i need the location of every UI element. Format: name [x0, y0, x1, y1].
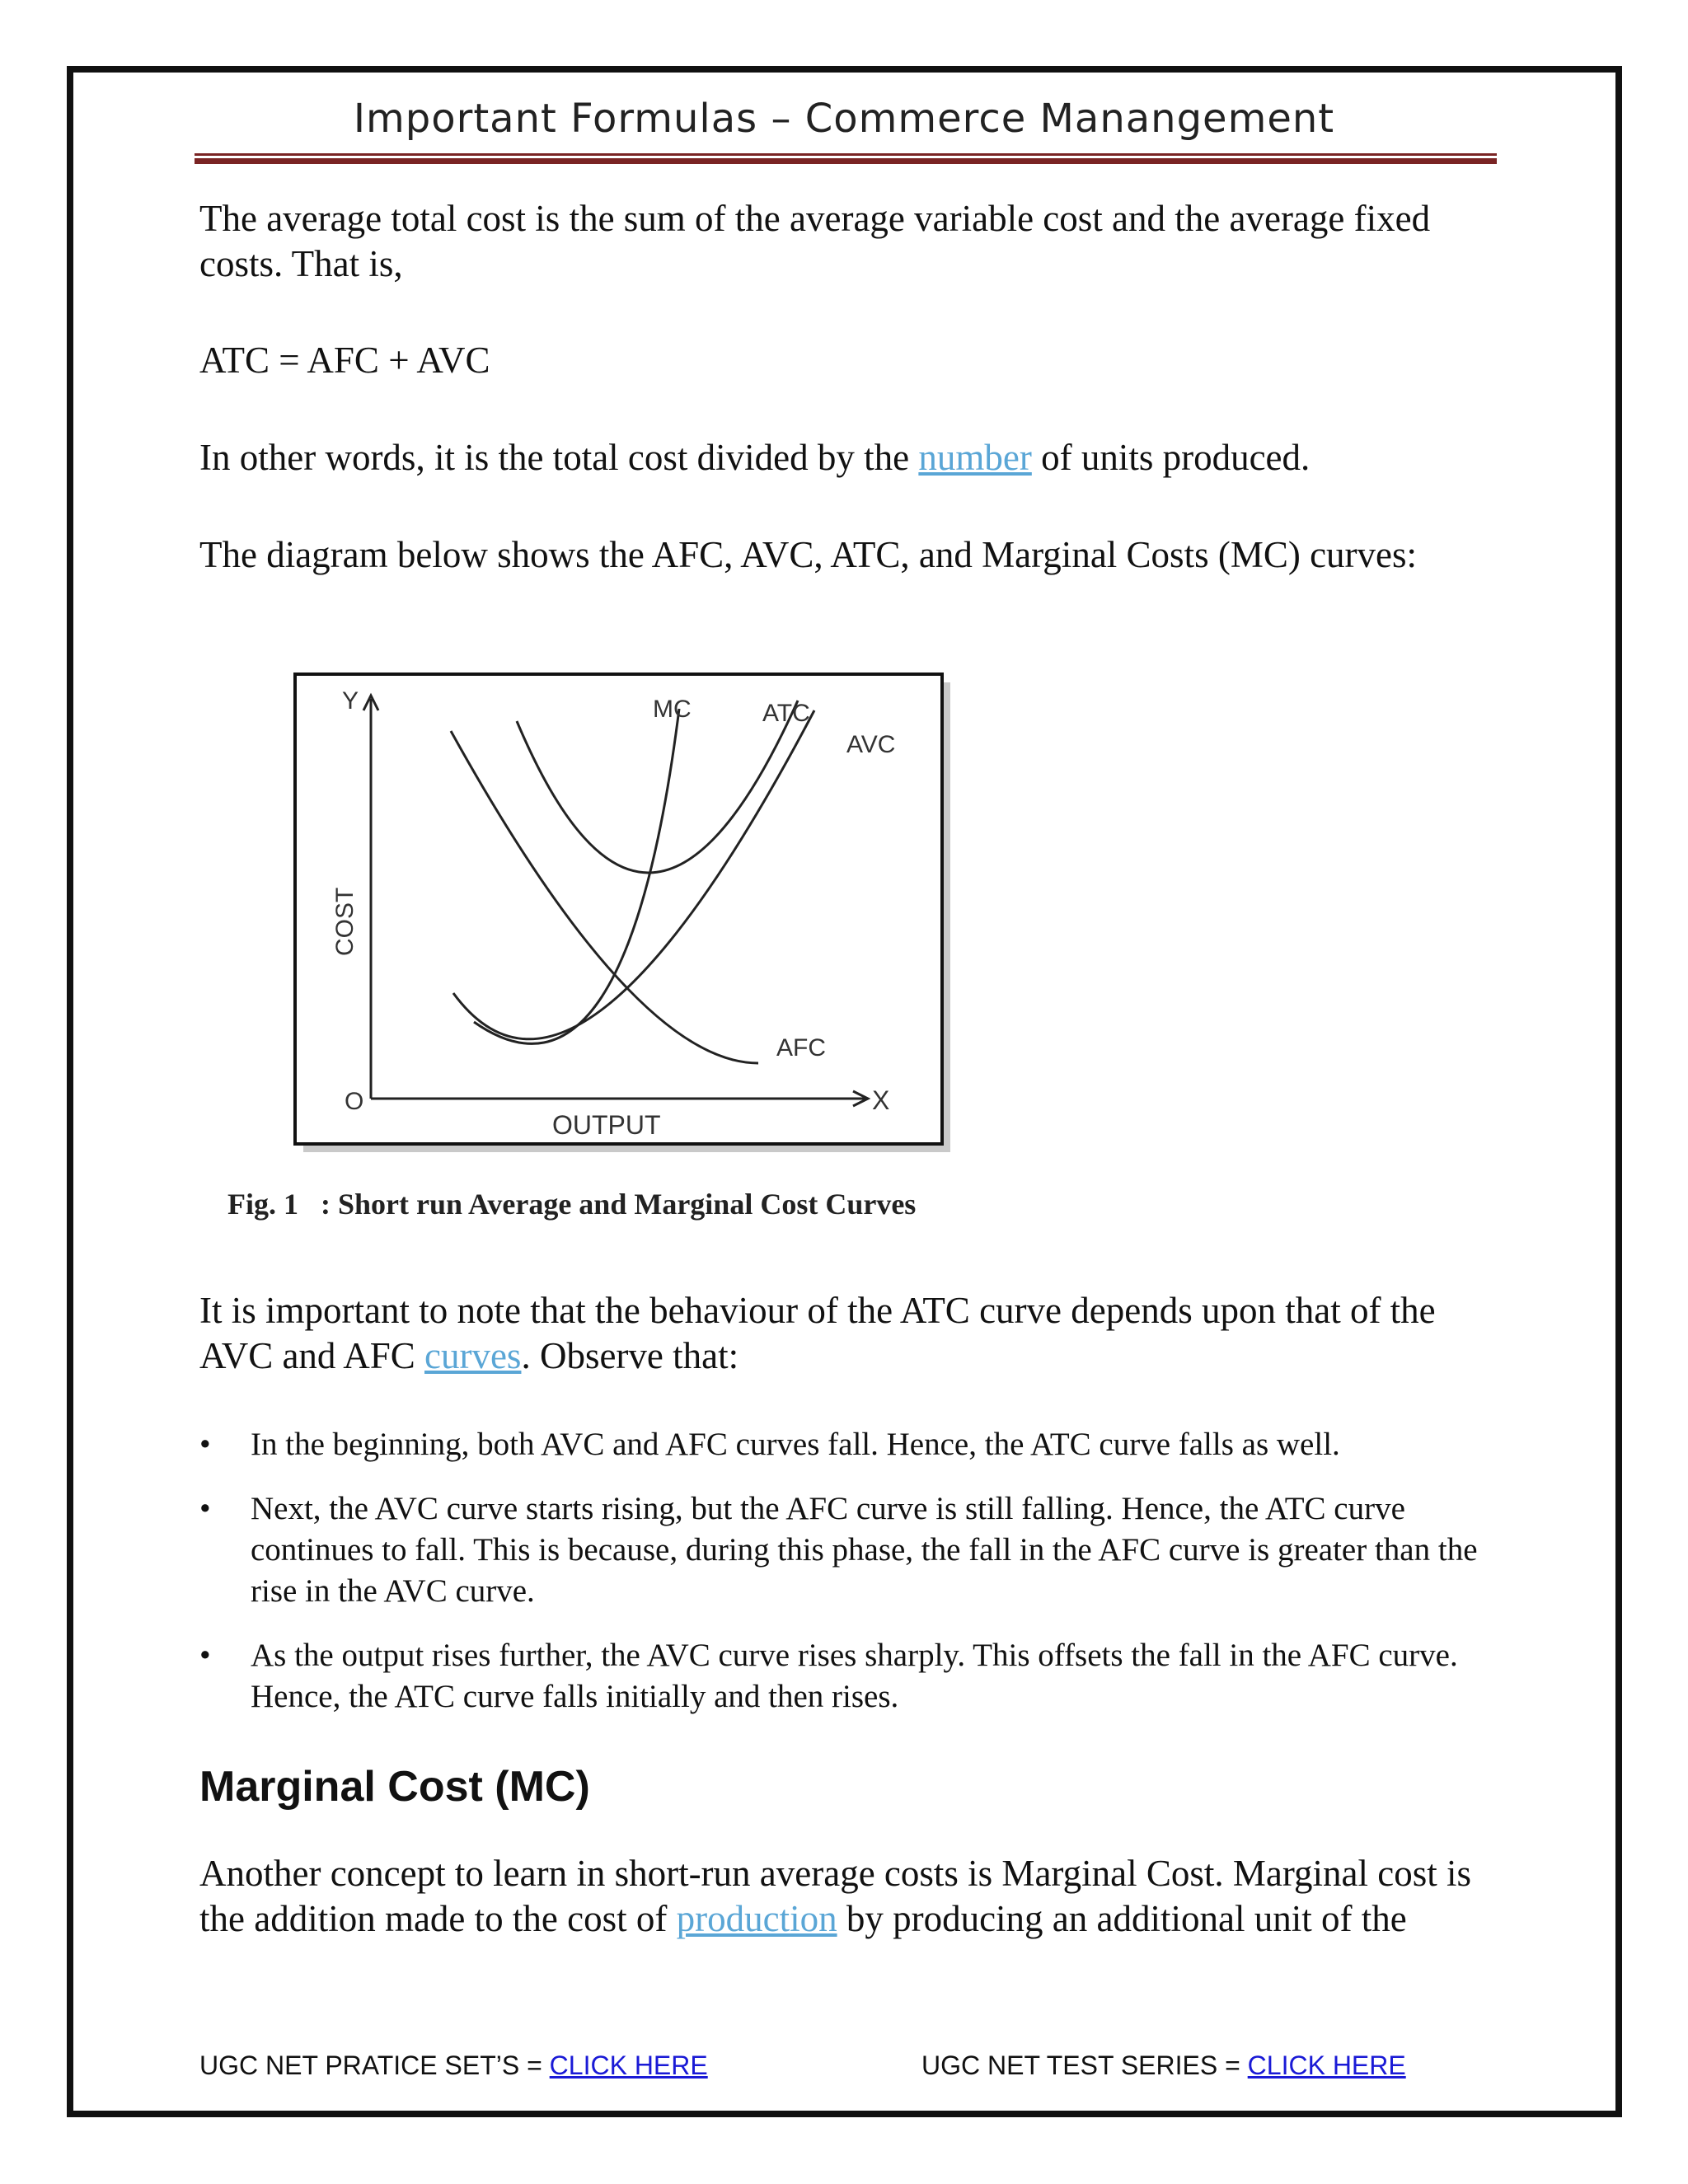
footer-label: UGC NET PRATICE SET’S =: [199, 2050, 542, 2080]
figure-frame: [295, 674, 942, 1144]
text-segment: by producing an additional unit of the: [846, 1898, 1407, 1939]
text-segment: It is important to note that the behaviour of the ATC curve depends upon that of the AVC and AFC: [199, 1290, 1436, 1376]
mc-label: MC: [653, 696, 692, 723]
paragraph-atc-definition: The average total cost is the sum of the average variable cost and the average fixed costs. That is,: [199, 198, 1431, 284]
atc-label: ATC: [762, 700, 810, 727]
test-series-link[interactable]: CLICK HERE: [1247, 2050, 1406, 2080]
paragraph-atc-behaviour: [199, 1288, 1502, 1379]
text-segment: In other words, it is the total cost divided by the: [199, 437, 910, 478]
paragraph-total-cost: [199, 435, 1502, 480]
list-item: • Next, the AVC curve starts rising, but the AFC curve is still falling. Hence, the ATC curve continues to fall. This is because, during this phase, the fall in the AFC curve is greater than the rise in the AVC curve.: [199, 1488, 1502, 1612]
practice-sets-link[interactable]: CLICK HERE: [549, 2050, 708, 2080]
header-divider-thick: [195, 158, 1497, 164]
figure-caption-text: : Short run Average and Marginal Cost Curves: [321, 1188, 917, 1221]
figure-caption: [227, 1187, 916, 1221]
section-heading: Marginal Cost (MC): [199, 1763, 590, 1811]
y-axis-label: Y: [342, 687, 359, 715]
x-axis-label: X: [872, 1085, 890, 1115]
footer-label: UGC NET TEST SERIES =: [921, 2050, 1240, 2080]
footer-test-series: [921, 2050, 1406, 2081]
list-item: • As the output rises further, the AVC curve rises sharply. This offsets the fall in the AFC curve. Hence, the ATC curve falls initially and then rises.: [199, 1635, 1502, 1718]
footer-practice-sets: [199, 2050, 708, 2081]
paragraph-diagram-intro: The diagram below shows the AFC, AVC, ATC, and Marginal Costs (MC) curves:: [199, 534, 1418, 575]
avc-label: AVC: [846, 731, 896, 758]
paragraph-marginal-cost: [199, 1851, 1502, 1942]
link-number[interactable]: number: [918, 437, 1032, 478]
header-divider: [195, 153, 1497, 156]
cost-curves-figure: [206, 659, 1014, 1253]
link-curves[interactable]: curves: [424, 1335, 522, 1376]
text-segment: of units produced.: [1041, 437, 1311, 478]
list-item: • In the beginning, both AVC and AFC curves fall. Hence, the ATC curve falls as well.: [199, 1424, 1502, 1465]
figure-number: Fig. 1: [227, 1188, 298, 1221]
formula-atc: ATC = AFC + AVC: [199, 340, 490, 381]
afc-label: AFC: [776, 1034, 826, 1062]
text-segment: Another concept to learn in short-run average costs is Marginal Cost. Marginal cost is the addition made to the cost of: [199, 1853, 1471, 1939]
link-production[interactable]: production: [676, 1898, 837, 1939]
observation-list: [199, 1424, 1502, 1741]
cost-curves-diagram: [206, 659, 1014, 1253]
output-axis-title: OUTPUT: [552, 1110, 661, 1140]
text-segment: . Observe that:: [521, 1335, 739, 1376]
cost-axis-title: COST: [331, 887, 359, 956]
origin-label: O: [345, 1088, 364, 1115]
page-title: Important Formulas – Commerce Manangement: [353, 96, 1335, 142]
